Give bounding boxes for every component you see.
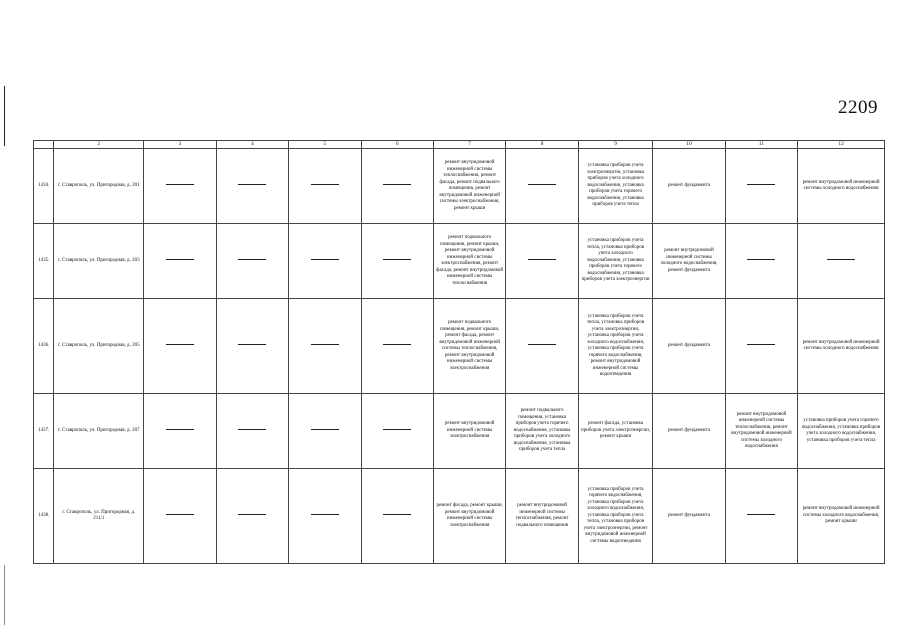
dash-mark [238,184,266,185]
table-row [34,224,885,299]
column-header-11: 11 [725,141,797,149]
column-header-12: 12 [798,141,885,149]
dash-mark [827,259,855,260]
works-cell-12: ремонт внутридомовой инженерной системы холодного водоснабжения [798,149,885,224]
works-cell-11 [725,224,797,299]
empty-cell [144,224,216,299]
empty-cell [216,224,288,299]
works-cell-12: установка приборов учета горячего водоснабжения, установка приборов учета холодного водоснабжения, установка приборов учета тепла [798,394,885,469]
dash-mark [747,184,775,185]
works-cell-8: ремонт внутридомовой инженерной системы теплоснабжения, ремонт подвального помещения [506,469,578,564]
dash-mark [383,429,411,430]
empty-cell [289,224,361,299]
works-cell-8 [506,224,578,299]
column-header-6: 6 [361,141,433,149]
empty-cell [144,469,216,564]
dash-mark [166,429,194,430]
empty-cell [289,149,361,224]
works-cell-9: установка приборов учета тепла, установка приборов учета электроэнергии, установка приборов учета холодного водоснабжения, установка приборов учета горячего водоснабжения, ремонт внутридомовой инженерной системы водоотведения [578,299,652,394]
column-header-10: 10 [653,141,725,149]
address-cell: г. Ставрополь, ул. Пригородная, д. 205 [54,299,144,394]
works-cell-11 [725,149,797,224]
empty-cell [144,299,216,394]
works-cell-8 [506,149,578,224]
dash-mark [166,344,194,345]
works-cell-9: установка приборов учета горячего водоснабжения, установка приборов учета холодного водоснабжения, установка приборов учета тепла, установка приборов учета электроэнергии, ремонт внутридомовой инженерной системы водоотведения [578,469,652,564]
row-number: 1435. [34,224,54,299]
dash-mark [528,184,556,185]
dash-mark [528,344,556,345]
dash-mark [311,344,339,345]
column-header-5: 5 [289,141,361,149]
column-header-2: 2 [54,141,144,149]
dash-mark [238,259,266,260]
dash-mark [238,429,266,430]
dash-mark [528,259,556,260]
dash-mark [747,514,775,515]
row-number: 1437. [34,394,54,469]
works-cell-12 [798,224,885,299]
column-header-9: 9 [578,141,652,149]
works-cell-10: ремонт фундамента [653,299,725,394]
dash-mark [311,514,339,515]
row-number: 1438. [34,469,54,564]
table-row [34,299,885,394]
works-cell-8: ремонт подвального помещения, установка приборов учета горячего водоснабжения, установка приборов учета холодного водоснабжения, установка приборов учета тепла [506,394,578,469]
dash-mark [238,344,266,345]
works-cell-9: установка приборов учета тепла, установка приборов учета холодного водоснабжения, установка приборов учета горячего водоснабжения, установка приборов учета электроэнергии [578,224,652,299]
empty-cell [216,299,288,394]
works-cell-10: ремонт фундамента [653,149,725,224]
works-cell-9: ремонт фасада, установка приборов учета электроэнергии, ремонт крыши [578,394,652,469]
row-number: 1436. [34,299,54,394]
dash-mark [311,429,339,430]
left-margin-rule-lower [4,565,5,625]
header-row [34,141,885,149]
empty-cell [216,394,288,469]
empty-cell [144,394,216,469]
repair-schedule-table [33,140,885,564]
empty-cell [144,149,216,224]
column-header-3: 3 [144,141,216,149]
works-cell-10: ремонт внутридомовой инженерной системы холодного водоснабжения, ремонт фундамента [653,224,725,299]
empty-cell [289,299,361,394]
column-header-7: 7 [433,141,505,149]
empty-cell [361,299,433,394]
empty-cell [361,224,433,299]
dash-mark [166,259,194,260]
dash-mark [747,259,775,260]
empty-cell [361,394,433,469]
works-cell-10: ремонт фундамента [653,394,725,469]
works-cell-7: ремонт подвального помещения, ремонт крыши, ремонт внутридомовой инженерной системы электроснабжения, ремонт фасада, ремонт внутридомовой инженерной системы теплоснабжения [433,224,505,299]
works-cell-11: ремонт внутридомовой инженерной системы теплоснабжения, ремонт внутридомовой инженерной системы холодного водоснабжения [725,394,797,469]
table-row [34,394,885,469]
row-number: 1434. [34,149,54,224]
dash-mark [166,514,194,515]
column-header-4: 4 [216,141,288,149]
dash-mark [238,514,266,515]
address-cell: г. Ставрополь, ул. Пригородная, д. 201 [54,149,144,224]
column-header-8: 8 [506,141,578,149]
address-cell: г. Ставрополь, ул. Пригородная, д. 203 [54,224,144,299]
works-cell-8 [506,299,578,394]
column-header-1 [34,141,54,149]
works-cell-7: ремонт подвального помещения, ремонт крыши, ремонт фасада, ремонт внутридомовой инженерной системы теплоснабжения, ремонт внутридомовой инженерной системы электроснабжения [433,299,505,394]
dash-mark [166,184,194,185]
table-row [34,149,885,224]
empty-cell [216,469,288,564]
dash-mark [311,184,339,185]
page-number: 2209 [838,97,878,118]
works-cell-7: ремонт внутридомовой инженерной системы электроснабжения [433,394,505,469]
works-cell-12: ремонт внутридомовой инженерной системы холодного водоснабжения, ремонт крыши [798,469,885,564]
table-row [34,469,885,564]
dash-mark [383,184,411,185]
works-cell-11 [725,299,797,394]
empty-cell [289,469,361,564]
dash-mark [311,259,339,260]
left-margin-rule [4,86,5,146]
works-cell-7: ремонт внутридомовой инженерной системы теплоснабжения, ремонт фасада, ремонт подвального помещения, ремонт внутридомовой инженерной системы электроснабжения, ремонт крыши [433,149,505,224]
empty-cell [361,469,433,564]
works-cell-9: установка приборов учета электроэнергии, установка приборов учета холодного водоснабжения, установка приборов учета горячего водоснабжения, установка приборов учета тепла [578,149,652,224]
works-cell-12: ремонт внутридомовой инженерной системы холодного водоснабжения [798,299,885,394]
empty-cell [361,149,433,224]
empty-cell [289,394,361,469]
empty-cell [216,149,288,224]
dash-mark [383,344,411,345]
works-cell-7: ремонт фасада, ремонт крыши, ремонт внутридомовой инженерной системы электроснабжения [433,469,505,564]
dash-mark [747,344,775,345]
address-cell: г. Ставрополь, ул. Пригородная, д. 207 [54,394,144,469]
dash-mark [383,514,411,515]
dash-mark [383,259,411,260]
works-cell-10: ремонт фундамента [653,469,725,564]
address-cell: г. Ставрополь, ул. Пригородная, д. 211/1 [54,469,144,564]
works-cell-11 [725,469,797,564]
